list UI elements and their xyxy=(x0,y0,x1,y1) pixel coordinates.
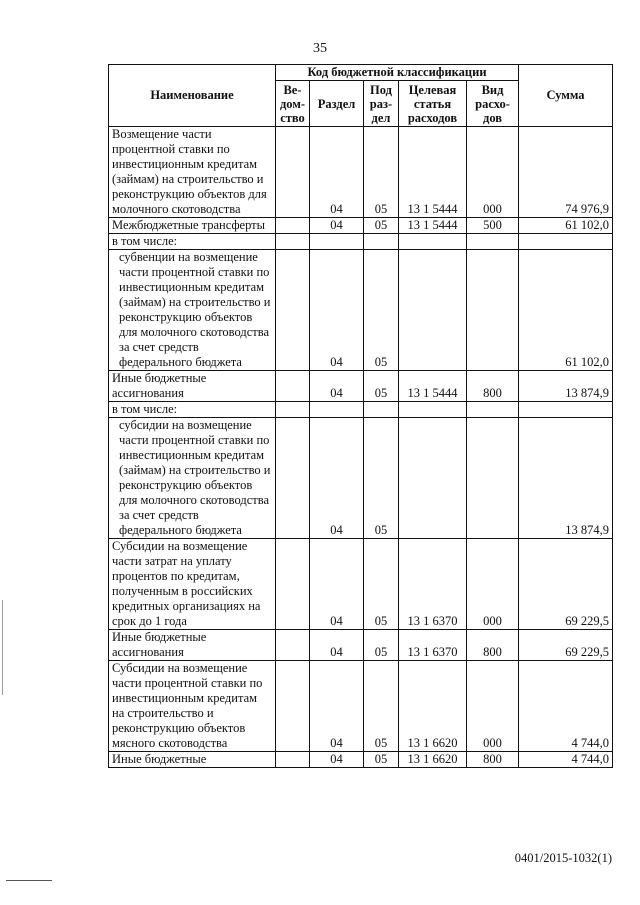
row-celevaya: 13 1 6620 xyxy=(399,752,467,768)
row-celevaya: 13 1 5444 xyxy=(399,127,467,218)
row-razdel: 04 xyxy=(310,127,364,218)
table-row xyxy=(109,630,613,661)
table-row xyxy=(109,418,613,539)
row-celevaya xyxy=(399,402,467,418)
row-vedomstvo xyxy=(276,371,310,402)
table-row xyxy=(109,402,613,418)
row-sum xyxy=(519,234,613,250)
document-code: 0401/2015-1032(1) xyxy=(514,851,612,865)
row-name: Субсидии на возмещение части затрат на уплату процентов по кредитам, полученным в российских кредитных организациях на срок до 1 года xyxy=(109,539,276,630)
row-vid: 000 xyxy=(467,539,519,630)
row-podrazdel: 05 xyxy=(364,218,399,234)
row-podrazdel: 05 xyxy=(364,250,399,371)
row-sum: 69 229,5 xyxy=(519,539,613,630)
row-celevaya xyxy=(399,250,467,371)
table-row xyxy=(109,127,613,218)
row-name: Иные бюджетные xyxy=(109,752,276,768)
table-row xyxy=(109,539,613,630)
row-celevaya xyxy=(399,418,467,539)
table-row xyxy=(109,371,613,402)
row-sum: 13 874,9 xyxy=(519,371,613,402)
row-vid: 800 xyxy=(467,371,519,402)
row-razdel xyxy=(310,234,364,250)
row-vid xyxy=(467,234,519,250)
row-vedomstvo xyxy=(276,127,310,218)
row-vid: 000 xyxy=(467,127,519,218)
row-name: субвенции на возмещение части процентной ставки по инвестиционным кредитам (займам) на строительство и реконструкцию объектов для молочного скотоводства за счет средств федерального бюджета xyxy=(109,250,276,371)
row-celevaya: 13 1 6370 xyxy=(399,630,467,661)
row-podrazdel xyxy=(364,402,399,418)
row-vedomstvo xyxy=(276,218,310,234)
header-razdel: Раздел xyxy=(310,81,364,127)
row-sum xyxy=(519,402,613,418)
row-sum: 74 976,9 xyxy=(519,127,613,218)
row-vid: 800 xyxy=(467,630,519,661)
row-vid: 000 xyxy=(467,661,519,752)
row-podrazdel: 05 xyxy=(364,371,399,402)
row-razdel: 04 xyxy=(310,218,364,234)
row-vid xyxy=(467,250,519,371)
row-sum: 13 874,9 xyxy=(519,418,613,539)
header-code-group: Код бюджетной классификации xyxy=(276,65,519,81)
row-razdel: 04 xyxy=(310,752,364,768)
row-sum: 69 229,5 xyxy=(519,630,613,661)
table-row xyxy=(109,250,613,371)
row-vid xyxy=(467,418,519,539)
row-podrazdel: 05 xyxy=(364,127,399,218)
header-celevaya: Целевая статья расходов xyxy=(399,81,467,127)
row-podrazdel: 05 xyxy=(364,752,399,768)
table-row xyxy=(109,661,613,752)
budget-table xyxy=(108,64,613,768)
row-sum: 61 102,0 xyxy=(519,218,613,234)
row-name: Возмещение части процентной ставки по инвестиционным кредитам (займам) на строительство и реконструкцию объектов для молочного скотоводства xyxy=(109,127,276,218)
row-sum: 4 744,0 xyxy=(519,661,613,752)
row-razdel: 04 xyxy=(310,418,364,539)
row-name: в том числе: xyxy=(109,402,276,418)
row-podrazdel: 05 xyxy=(364,539,399,630)
row-razdel: 04 xyxy=(310,371,364,402)
row-vedomstvo xyxy=(276,250,310,371)
scan-edge-mark xyxy=(2,600,3,695)
row-razdel: 04 xyxy=(310,630,364,661)
row-celevaya xyxy=(399,234,467,250)
row-celevaya: 13 1 5444 xyxy=(399,371,467,402)
row-sum: 4 744,0 xyxy=(519,752,613,768)
table-row xyxy=(109,752,613,768)
row-razdel: 04 xyxy=(310,661,364,752)
row-podrazdel: 05 xyxy=(364,661,399,752)
row-name: Иные бюджетные ассигнования xyxy=(109,630,276,661)
row-podrazdel: 05 xyxy=(364,418,399,539)
table-row xyxy=(109,218,613,234)
header-vedomstvo: Ве- дом- ство xyxy=(276,81,310,127)
row-razdel xyxy=(310,402,364,418)
row-name: Иные бюджетные ассигнования xyxy=(109,371,276,402)
page-number: 35 xyxy=(313,41,327,56)
row-razdel: 04 xyxy=(310,250,364,371)
row-name: субсидии на возмещение части процентной ставки по инвестиционным кредитам (займам) на строительство и реконструкцию объектов для молочного скотоводства за счет средств федерального бюджета xyxy=(109,418,276,539)
row-vid: 800 xyxy=(467,752,519,768)
row-name: Межбюджетные трансферты xyxy=(109,218,276,234)
row-vedomstvo xyxy=(276,539,310,630)
row-vedomstvo xyxy=(276,418,310,539)
row-celevaya: 13 1 5444 xyxy=(399,218,467,234)
row-vedomstvo xyxy=(276,661,310,752)
row-podrazdel xyxy=(364,234,399,250)
row-name: Субсидии на возмещение части процентной ставки по инвестиционным кредитам на строительство и реконструкцию объектов мясного скотоводства xyxy=(109,661,276,752)
row-name: в том числе: xyxy=(109,234,276,250)
table-row xyxy=(109,234,613,250)
row-vedomstvo xyxy=(276,402,310,418)
header-vid: Вид расхо- дов xyxy=(467,81,519,127)
row-sum: 61 102,0 xyxy=(519,250,613,371)
header-sum: Сумма xyxy=(519,65,613,127)
row-vedomstvo xyxy=(276,630,310,661)
row-vedomstvo xyxy=(276,234,310,250)
header-name: Наименование xyxy=(109,65,276,127)
row-vid xyxy=(467,402,519,418)
row-vedomstvo xyxy=(276,752,310,768)
row-celevaya: 13 1 6370 xyxy=(399,539,467,630)
row-razdel: 04 xyxy=(310,539,364,630)
header-podrazdel: Под раз- дел xyxy=(364,81,399,127)
bottom-rule xyxy=(6,880,52,881)
row-podrazdel: 05 xyxy=(364,630,399,661)
table-body xyxy=(109,127,613,768)
row-vid: 500 xyxy=(467,218,519,234)
row-celevaya: 13 1 6620 xyxy=(399,661,467,752)
